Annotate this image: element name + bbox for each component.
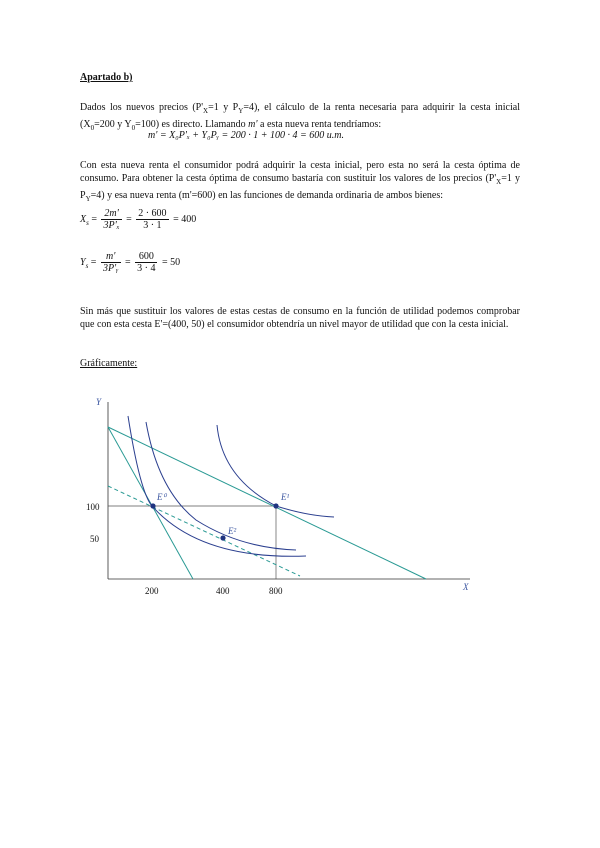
eq3-result: = 50 xyxy=(161,256,181,268)
p1-var: m' xyxy=(248,119,258,130)
eq2-fraction-1: $\frac{2m'}{\text{3P'ₓ}}$ xyxy=(103,208,120,231)
budget-line-initial xyxy=(108,427,193,579)
p1-text-6: a esta nueva renta tendríamos: xyxy=(257,119,382,130)
point-e2 xyxy=(220,535,225,540)
equation-income: m' = X₀P'ₓ + Y₀Pᵧ = 200 · 1 + 100 · 4 = 600 u.m. xyxy=(148,130,344,141)
y-tick-50: 50 xyxy=(90,534,99,544)
paragraph-conclusion: Sin más que sustituir los valores de estas cestas de consumo en la función de utilidad podemos comprobar que con esta cesta E'=(400, 50) el consumidor obtendría un nivel mayor de utilidad que con la cesta inicial. xyxy=(80,306,520,330)
y-tick-100: 100 xyxy=(86,502,100,512)
graph-heading: Gráficamente: xyxy=(80,358,138,369)
p2-sub-2: Y xyxy=(85,195,91,203)
section-heading: Apartado b) xyxy=(80,72,133,83)
equation-demand-x: $X_s$ = $\frac{2m'}{\text{3P'ₓ}}$ = $\frac{2 \cdot 600}{3 \cdot 1}$ = 400 xyxy=(80,208,197,231)
p1-sub-4: 0 xyxy=(131,124,136,132)
p2-text-1: Con esta nueva renta el consumidor podrá adquirir la cesta inicial, pero esta no será la cesta óptima de consumo. Para obtener la cesta óptima de consumo bastaría con sustituir los valores de los precios (P' xyxy=(80,160,520,184)
p1-sub-1: X xyxy=(203,107,209,115)
label-e2: E² xyxy=(228,526,237,536)
label-e1: E¹ xyxy=(281,492,290,502)
indifference-curve-e2 xyxy=(146,422,296,550)
point-e0 xyxy=(150,503,155,508)
eq2-result: = 400 xyxy=(173,213,197,225)
p1-text-4: =200 y Y xyxy=(94,119,132,130)
point-e1 xyxy=(273,503,278,508)
p1-text-2: =1 y P xyxy=(208,102,239,113)
p2-text-3: =4) y esa nueva renta (m'=600) en las funciones de demanda ordinaria de ambos bienes: xyxy=(90,190,444,201)
eq2-lhs: X xyxy=(80,213,87,225)
y-axis-label: Y xyxy=(96,397,102,407)
eq3-fraction-2: $\frac{600}{3 \cdot 4}$ xyxy=(137,251,156,274)
indifference-curve-e0 xyxy=(128,416,306,556)
p2-text-2: =1 y P xyxy=(80,173,521,201)
p1-text-3: =4), el cálculo de la renta necesaria para adquirir la cesta inicial (X xyxy=(80,102,520,130)
p1-text-1: Dados los nuevos precios (P' xyxy=(80,102,204,113)
x-tick-400: 400 xyxy=(216,586,230,596)
budget-line-new xyxy=(108,427,426,579)
x-axis-label: X xyxy=(463,582,469,592)
indifference-curve-e1 xyxy=(217,425,334,517)
eq3-lhs-sub: s xyxy=(85,261,89,270)
eq2-lhs-sub: s xyxy=(86,218,89,227)
x-tick-200: 200 xyxy=(145,586,159,596)
p1-text-5: =100) es directo. Llamando xyxy=(135,119,249,130)
equation-demand-y: $Y_s$ = $\frac{m'}{\text{3P'ᵧ}}$ = $\frac{600}{3 \cdot 4}$ = 50 xyxy=(80,251,181,274)
eq3-fraction-1: $\frac{m'}{\text{3P'ᵧ}}$ xyxy=(102,251,119,274)
p2-sub-1: X xyxy=(496,178,502,186)
budget-line-compensated xyxy=(108,486,300,576)
eq2-fraction-2: $\frac{2 \cdot 600}{3 \cdot 1}$ xyxy=(138,208,167,231)
eq3-lhs: Y xyxy=(80,256,86,268)
p1-sub-3: 0 xyxy=(90,124,95,132)
p1-sub-2: Y xyxy=(238,107,244,115)
x-tick-800: 800 xyxy=(269,586,283,596)
label-e0: E⁰ xyxy=(157,492,167,502)
